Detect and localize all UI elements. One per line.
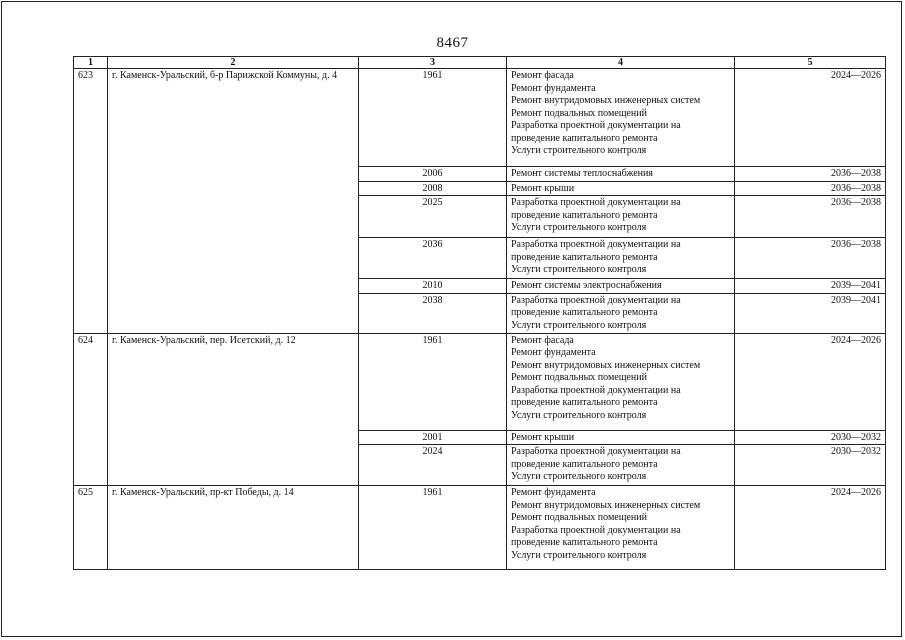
work-item: проведение капитального ремонта: [511, 458, 658, 470]
work-item: Разработка проектной документации на: [511, 524, 681, 536]
work-item: Ремонт крыши: [511, 182, 575, 194]
entry-number: 624: [74, 333, 108, 486]
work-item: проведение капитального ремонта: [511, 537, 658, 548]
work-item: проведение капитального ремонта: [511, 132, 658, 144]
repair-works: [507, 445, 735, 486]
repair-period: 2024—2026: [735, 69, 886, 167]
work-item: Ремонт фундамента: [511, 82, 596, 94]
column-header: 2: [108, 57, 359, 69]
capital-repair-table: [73, 56, 886, 570]
repair-period: 2030—2032: [735, 445, 886, 486]
repair-year: 2024: [359, 445, 507, 486]
entry-address: г. Каменск-Уральский, пер. Исетский, д. 12: [108, 333, 359, 486]
work-item: проведение капитального ремонта: [511, 307, 658, 318]
work-item: Ремонт подвальных помещений: [511, 512, 647, 523]
work-item: Услуги строительного контроля: [511, 471, 647, 482]
work-item: Разработка проектной документации на: [511, 197, 681, 208]
repair-period: 2024—2026: [735, 486, 886, 570]
repair-works: [507, 293, 735, 333]
repair-period: 2036—2038: [735, 196, 886, 238]
repair-period: 2036—2038: [735, 181, 886, 196]
work-item: Ремонт фундамента: [511, 347, 596, 358]
work-item: Услуги строительного контроля: [511, 549, 647, 561]
work-item: Ремонт подвальных помещений: [511, 372, 647, 383]
repair-works: [507, 196, 735, 238]
work-item: проведение капитального ремонта: [511, 397, 658, 408]
entry-address: г. Каменск-Уральский, б-р Парижской Коммуны, д. 4: [108, 69, 359, 334]
repair-period: 2036—2038: [735, 167, 886, 182]
work-item: Разработка проектной документации на: [511, 120, 681, 131]
repair-works: [507, 69, 735, 167]
work-item: Услуги строительного контроля: [511, 409, 647, 421]
repair-period: 2036—2038: [735, 238, 886, 279]
work-item: Ремонт фасада: [511, 334, 574, 346]
repair-year: 1961: [359, 333, 507, 430]
work-item: Услуги строительного контроля: [511, 222, 647, 233]
work-item: Услуги строительного контроля: [511, 264, 647, 275]
work-item: Разработка проектной документации на: [511, 239, 681, 250]
table-row: [74, 69, 886, 167]
header-row: [74, 57, 886, 69]
repair-period: 2039—2041: [735, 279, 886, 294]
work-item: Ремонт системы теплоснабжения: [511, 168, 653, 179]
repair-works: [507, 238, 735, 279]
column-header: 4: [507, 57, 735, 69]
work-item: Ремонт внутридомовых инженерных систем: [511, 499, 701, 511]
work-item: Ремонт крыши: [511, 431, 575, 443]
repair-works: [507, 430, 735, 445]
repair-works: [507, 279, 735, 294]
work-item: проведение капитального ремонта: [511, 209, 658, 221]
repair-works: [507, 486, 735, 570]
work-item: Ремонт системы электроснабжения: [511, 280, 662, 291]
column-header: 1: [74, 57, 108, 69]
page-number: 8467: [436, 35, 469, 51]
repair-period: 2039—2041: [735, 293, 886, 333]
table-row: [74, 486, 886, 570]
repair-year: 1961: [359, 486, 507, 570]
repair-year: 2025: [359, 196, 507, 238]
repair-year: 2038: [359, 293, 507, 333]
work-item: Ремонт фундамента: [511, 487, 596, 498]
repair-works: [507, 167, 735, 182]
repair-period: 2030—2032: [735, 430, 886, 445]
table-body: [74, 69, 886, 570]
column-header: 5: [735, 57, 886, 69]
work-item: Услуги строительного контроля: [511, 145, 647, 156]
repair-year: 2010: [359, 279, 507, 294]
work-item: Ремонт подвальных помещений: [511, 107, 647, 119]
work-item: Ремонт внутридомовых инженерных систем: [511, 95, 701, 106]
repair-year: 2001: [359, 430, 507, 445]
repair-works: [507, 333, 735, 430]
table-row: [74, 333, 886, 430]
repair-works: [507, 181, 735, 196]
work-item: Услуги строительного контроля: [511, 319, 647, 331]
entry-number: 623: [74, 69, 108, 334]
work-item: Разработка проектной документации на: [511, 446, 681, 457]
repair-year: 2008: [359, 181, 507, 196]
work-item: Разработка проектной документации на: [511, 384, 681, 396]
work-item: Ремонт внутридомовых инженерных систем: [511, 359, 701, 371]
repair-period: 2024—2026: [735, 333, 886, 430]
work-item: Разработка проектной документации на: [511, 294, 681, 306]
repair-year: 2006: [359, 167, 507, 182]
entry-address: г. Каменск-Уральский, пр-кт Победы, д. 14: [108, 486, 359, 570]
repair-year: 1961: [359, 69, 507, 167]
work-item: Ремонт фасада: [511, 70, 574, 81]
work-item: проведение капитального ремонта: [511, 251, 658, 263]
column-header: 3: [359, 57, 507, 69]
entry-number: 625: [74, 486, 108, 570]
repair-year: 2036: [359, 238, 507, 279]
